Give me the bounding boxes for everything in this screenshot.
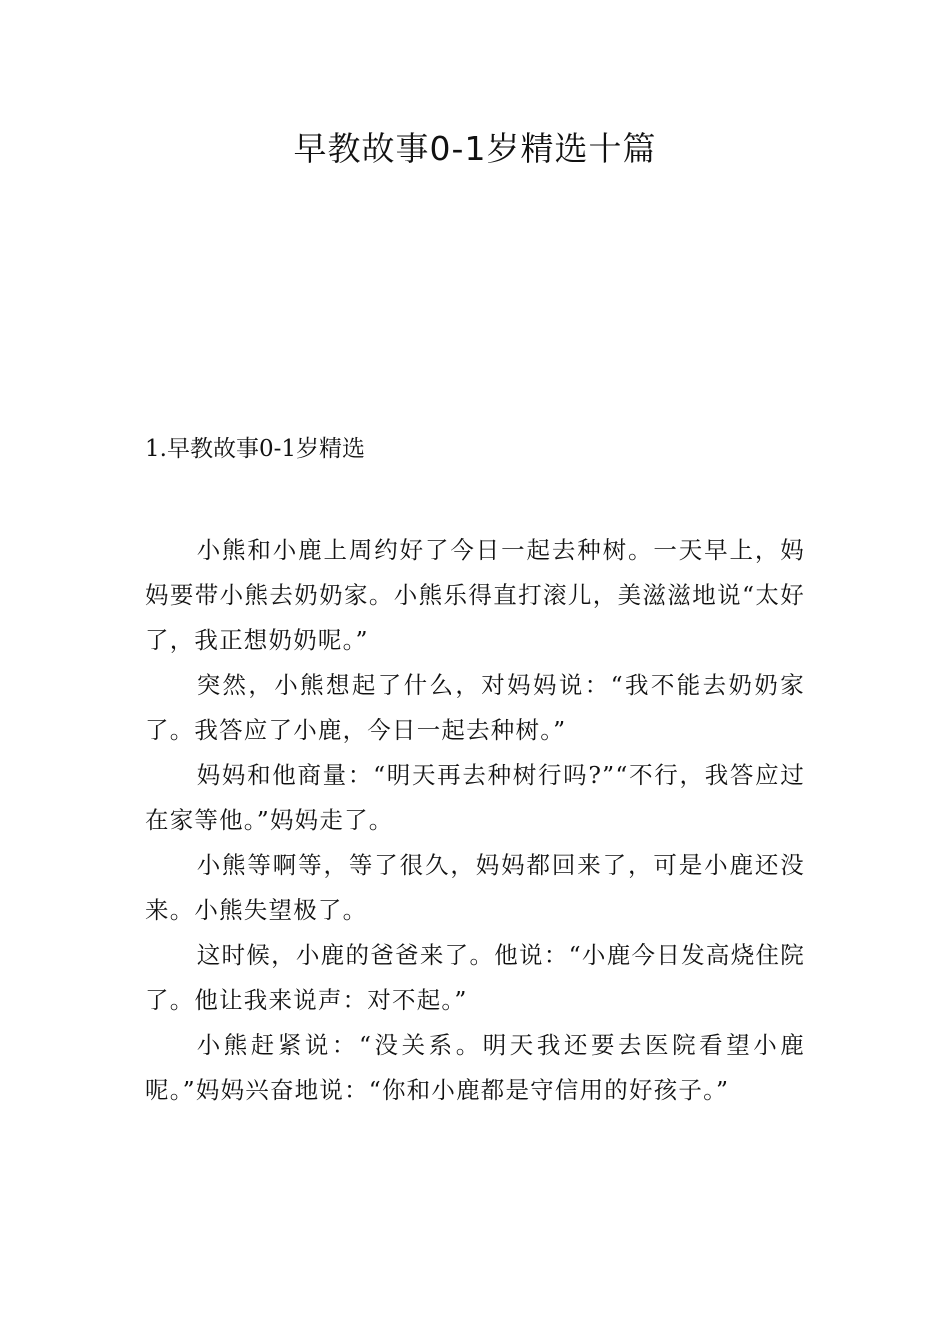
story-paragraph: 这时候，小鹿的爸爸来了。他说：“小鹿今日发高烧住院了。他让我来说声：对不起。” bbox=[145, 941, 805, 1014]
document-title: 早教故事0-1岁精选十篇 bbox=[293, 129, 657, 168]
story-paragraph: 突然，小熊想起了什么，对妈妈说：“我不能去奶奶家了。我答应了小鹿，今日一起去种树。” bbox=[145, 671, 805, 744]
story-paragraph: 小熊赶紧说：“没关系。明天我还要去医院看望小鹿呢。”妈妈兴奋地说：“你和小鹿都是守信用的好孩子。” bbox=[145, 1031, 805, 1104]
story-paragraph: 小熊等啊等，等了很久，妈妈都回来了，可是小鹿还没来。小熊失望极了。 bbox=[145, 851, 805, 924]
story-paragraph: 小熊和小鹿上周约好了今日一起去种树。一天早上，妈妈要带小熊去奶奶家。小熊乐得直打滚儿，美滋滋地说“太好了，我正想奶奶呢。” bbox=[145, 536, 805, 654]
story-body bbox=[145, 528, 805, 1113]
story-paragraph: 妈妈和他商量：“明天再去种树行吗?”“不行，我答应过在家等他。”妈妈走了。 bbox=[145, 761, 805, 834]
section-heading: 1.早教故事0-1岁精选 bbox=[145, 436, 365, 462]
